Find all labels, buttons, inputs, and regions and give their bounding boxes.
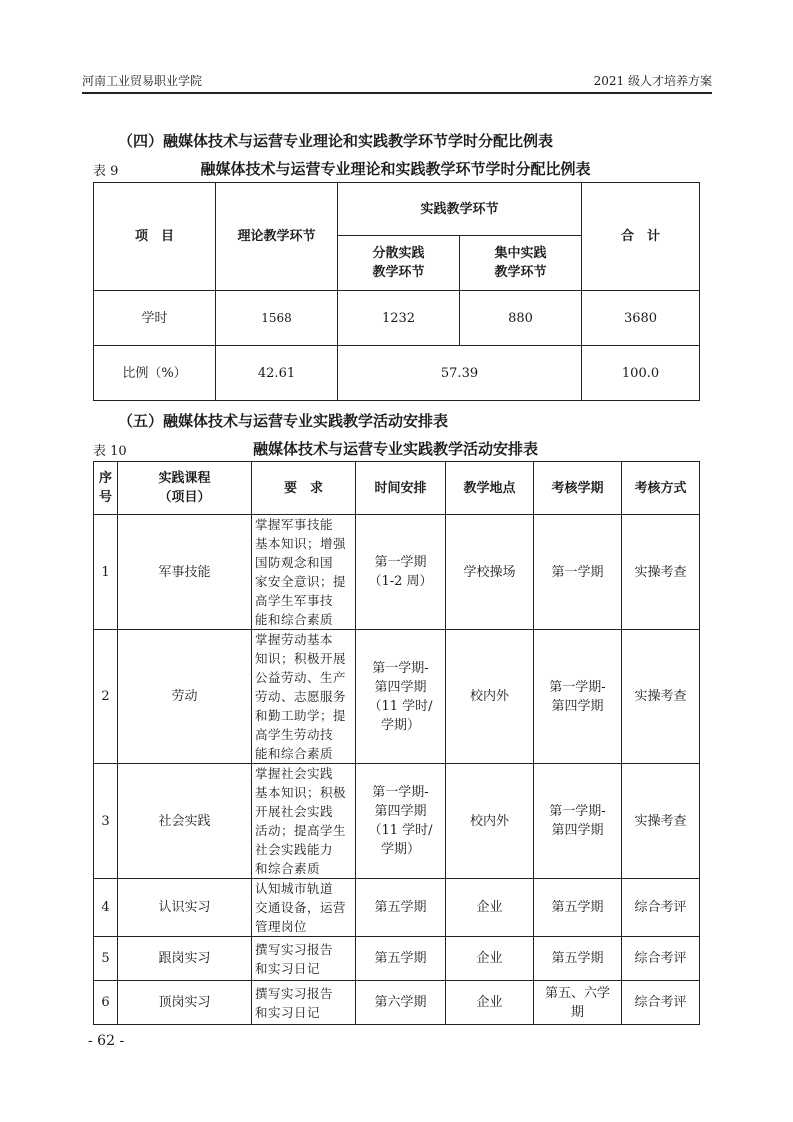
assess-term-cell-line: 期 [570,1004,584,1020]
header-seq [94,462,118,515]
table-9-caption [93,158,698,178]
assess-method-cell: 综合考评 [622,937,700,981]
header-requirement: 要 求 [252,462,356,515]
course-cell: 社会实践 [118,764,252,879]
assess-term-cell-line: 第五学期 [551,900,604,915]
header-document-title: 2021 级人才培养方案 [593,74,712,88]
requirement-cell [252,937,356,981]
table-row [94,879,700,937]
requirement-cell-line: 撰写实习报告 [255,941,334,957]
section-5-title: （五）融媒体技术与运营专业实践教学活动安排表 [118,412,449,430]
practice-activity-table [93,461,700,1025]
header-location: 教学地点 [446,462,534,515]
page-number: - 62 - [88,1033,125,1049]
table-9-number: 表 9 [93,164,119,179]
header-assess-term: 考核学期 [534,462,622,515]
requirement-cell-line: 能和综合素质 [255,746,334,761]
assess-term-cell-line: 第一学期- [549,804,606,819]
assess-term-cell [534,879,622,937]
requirement-cell-line: 和实习日记 [255,1004,321,1020]
assess-term-cell [534,630,622,764]
header-course-line1: 实践课程 [158,471,211,486]
practice-activity-rows [94,515,700,1025]
requirement-cell-line: 基本知识；增强 [255,536,347,551]
assess-term-cell [534,981,622,1025]
schedule-cell [356,515,446,630]
assess-term-cell-line: 第五、六学 [544,985,610,1001]
schedule-cell-line: （1-2 周） [368,574,433,589]
requirement-cell-line: 和综合素质 [255,861,321,876]
section-4-title: （四）融媒体技术与运营专业理论和实践教学环节学时分配比例表 [118,132,554,150]
header-item: 项 目 [94,183,216,291]
schedule-cell-line: 学期） [380,842,420,857]
assess-term-cell [534,764,622,879]
seq-cell: 5 [94,937,118,981]
requirement-cell-line: 和实习日记 [255,960,321,976]
course-cell: 军事技能 [118,515,252,630]
requirement-cell [252,981,356,1025]
table-row [94,630,700,764]
table-row [94,764,700,879]
header-concentrated-line2: 教学环节 [494,265,547,280]
assess-term-cell-line: 第五学期 [551,951,604,966]
schedule-cell [356,630,446,764]
assess-method-cell: 综合考评 [622,879,700,937]
requirement-cell [252,515,356,630]
row-label: 学时 [94,291,216,346]
requirement-cell-line: 高学生劳动技 [255,727,334,742]
assess-term-cell-line: 第一学期 [551,564,604,580]
header-course [118,462,252,515]
requirement-cell-line: 认知城市轨道 [255,881,334,896]
table-row-hours [94,291,700,346]
ratio-total: 100.0 [582,346,700,401]
location-cell: 企业 [446,981,534,1025]
requirement-cell [252,879,356,937]
hours-total: 3680 [582,291,700,346]
schedule-cell [356,879,446,937]
course-cell: 跟岗实习 [118,937,252,981]
course-cell: 认识实习 [118,879,252,937]
header-concentrated-practice [460,236,582,291]
course-cell: 劳动 [118,630,252,764]
requirement-cell-line: 开展社会实践 [255,804,334,819]
schedule-cell [356,981,446,1025]
seq-cell: 2 [94,630,118,764]
table-10-number: 表 10 [93,444,127,459]
schedule-cell-line: 第一学期 [374,555,427,570]
table-row [94,937,700,981]
requirement-cell-line: 管理岗位 [255,919,308,934]
table-9-title: 融媒体技术与运营专业理论和实践教学环节学时分配比例表 [200,160,591,178]
schedule-cell-line: 第一学期- [372,785,429,800]
requirement-cell-line: 社会实践能力 [255,842,334,857]
schedule-cell-line: （11 学时/ [368,698,433,714]
assess-term-cell [534,515,622,630]
header-assess-method: 考核方式 [622,462,700,515]
row-label: 比例（%） [94,346,216,401]
table-row [94,981,700,1025]
assess-term-cell [534,937,622,981]
schedule-cell-line: （11 学时/ [368,823,433,838]
header-dispersed-practice [338,236,460,291]
requirement-cell-line: 国防观念和国 [255,555,334,570]
schedule-cell-line: 第一学期- [372,660,429,676]
header-dispersed-line1: 分散实践 [372,246,425,261]
table-row-ratio [94,346,700,401]
location-cell: 校内外 [446,630,534,764]
header-seq-line2: 号 [98,490,112,505]
schedule-cell-line: 第四学期 [374,804,427,819]
assess-term-cell-line: 第四学期 [551,823,604,838]
assess-term-cell-line: 第一学期- [549,679,606,695]
schedule-cell-line: 第四学期 [374,679,427,695]
seq-cell: 6 [94,981,118,1025]
schedule-cell-line: 第五学期 [374,951,427,966]
header-concentrated-line1: 集中实践 [494,246,547,261]
requirement-cell-line: 掌握军事技能 [255,517,334,532]
header-total: 合 计 [582,183,700,291]
hours-theory: 1568 [216,291,338,346]
location-cell: 企业 [446,879,534,937]
requirement-cell-line: 掌握劳动基本 [255,632,334,647]
header-course-line2: （项目） [158,490,211,505]
table-row [94,515,700,630]
location-cell: 学校操场 [446,515,534,630]
location-cell: 企业 [446,937,534,981]
course-cell: 顶岗实习 [118,981,252,1025]
header-theory: 理论教学环节 [216,183,338,291]
schedule-cell-line: 第六学期 [374,995,427,1010]
requirement-cell [252,764,356,879]
requirement-cell-line: 撰写实习报告 [255,985,334,1001]
schedule-cell-line: 第五学期 [374,900,427,915]
requirement-cell-line: 活动；提高学生 [255,823,347,838]
requirement-cell-line: 交通设备，运营 [255,900,347,915]
assess-method-cell: 实操考查 [622,515,700,630]
requirement-cell-line: 家安全意识；提 [255,574,347,589]
ratio-practice: 57.39 [338,346,582,401]
requirement-cell-line: 掌握社会实践 [255,766,334,781]
hours-allocation-table [93,182,700,401]
requirement-cell [252,630,356,764]
table-10-title: 融媒体技术与运营专业实践教学活动安排表 [252,440,538,458]
header-schedule: 时间安排 [356,462,446,515]
requirement-cell-line: 高学生军事技 [255,593,334,608]
requirement-cell-line: 能和综合素质 [255,612,334,627]
requirement-cell-line: 公益劳动、生产 [255,670,347,685]
hours-concentrated: 880 [460,291,582,346]
assess-method-cell: 实操考查 [622,630,700,764]
ratio-theory: 42.61 [216,346,338,401]
header-institution: 河南工业贸易职业学院 [82,74,203,88]
requirement-cell-line: 知识；积极开展 [255,651,347,666]
page-header [82,72,712,94]
seq-cell: 4 [94,879,118,937]
assess-method-cell: 综合考评 [622,981,700,1025]
header-practice: 实践教学环节 [338,183,582,236]
assess-term-cell-line: 第四学期 [551,698,604,714]
header-dispersed-line2: 教学环节 [372,265,425,280]
seq-cell: 1 [94,515,118,630]
header-seq-line1: 序 [98,471,112,486]
hours-dispersed: 1232 [338,291,460,346]
requirement-cell-line: 劳动、志愿服务 [255,689,347,704]
requirement-cell-line: 和勤工助学；提 [255,708,347,723]
location-cell: 校内外 [446,764,534,879]
table-10-caption [93,438,698,458]
seq-cell: 3 [94,764,118,879]
requirement-cell-line: 基本知识；积极 [255,785,347,800]
schedule-cell [356,937,446,981]
schedule-cell-line: 学期） [380,717,420,733]
schedule-cell [356,764,446,879]
assess-method-cell: 实操考查 [622,764,700,879]
